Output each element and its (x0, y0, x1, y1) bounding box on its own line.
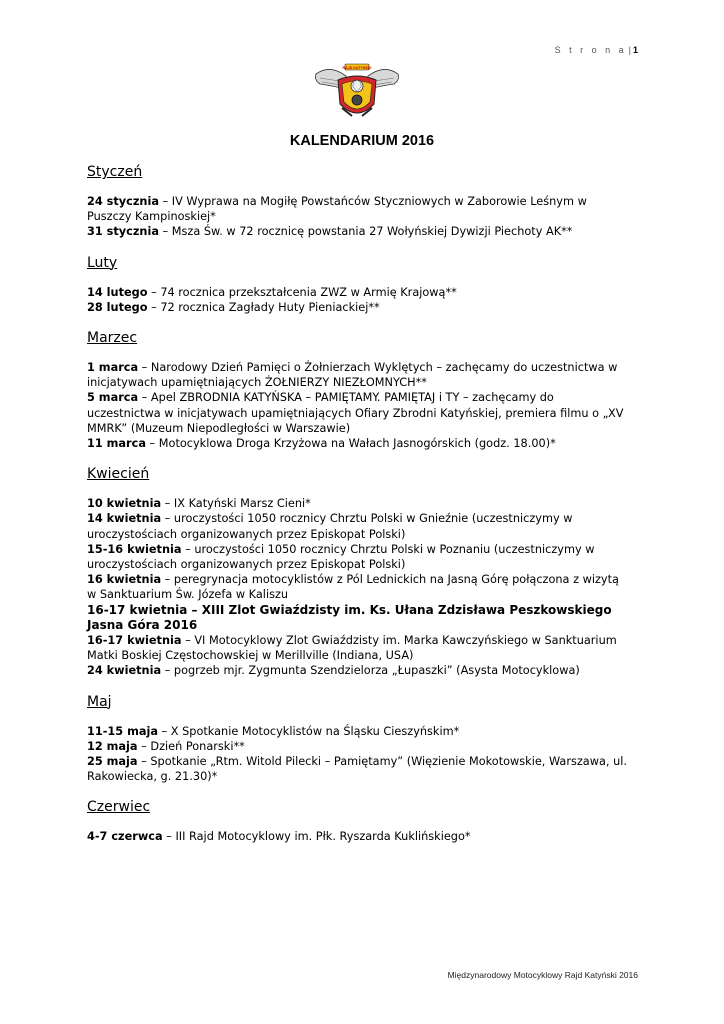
entry-text: – IV Wyprawa na Mogiłę Powstańców Styczniowych w Zaborowie Leśnym w Puszczy Kampinoskiej* (87, 195, 587, 224)
month-section (87, 254, 627, 315)
entry-text: – XIII Zlot Gwiaździsty im. Ks. Ułana Zdzisława Peszkowskiego Jasna Góra 2016 (87, 602, 612, 632)
calendar-entry (87, 754, 627, 784)
calendar-entry (87, 436, 627, 451)
entry-text: – IX Katyński Marsz Cieni* (161, 497, 311, 511)
month-section (87, 329, 627, 451)
entry-text: – 74 rocznica przekształcenia ZWZ w Armię Krajową** (147, 285, 457, 299)
entry-date: 28 lutego (87, 300, 148, 314)
entry-text: – Apel ZBRODNIA KATYŃSKA – PAMIĘTAMY. PAMIĘTAJ i TY – zachęcamy do uczestnictwa w inicjatywach upamiętniających Ofiary Zbrodni Katyńskiej, premiera filmu o „XV MMRK” (Muzeum Niepodległości w Warszawie) (87, 391, 624, 435)
calendar-entry (87, 572, 627, 602)
calendar-entry (87, 739, 627, 754)
entry-text: – Spotkanie „Rtm. Witold Pilecki – Pamiętamy” (Więzienie Mokotowskie, Warszawa, ul. Rakowiecka, g. 21.30)* (87, 755, 627, 784)
entry-date: 5 marca (87, 391, 139, 405)
entry-date: 31 stycznia (87, 225, 159, 239)
calendar-entry (87, 194, 627, 224)
entry-date: 24 stycznia (87, 195, 159, 208)
entry-text: – X Spotkanie Motocyklistów na Śląsku Cieszyńskim* (157, 724, 460, 738)
entry-date: 24 kwietnia (87, 664, 162, 678)
calendar-entry (87, 633, 627, 663)
entry-date: 16 kwietnia (87, 573, 162, 587)
entry-text: – III Rajd Motocyklowy im. Płk. Ryszarda Kuklińskiego* (162, 830, 471, 844)
entry-text: – Msza Św. w 72 rocznicę powstania 27 Wołyńskiej Dywizji Piechoty AK** (158, 225, 573, 239)
calendar-entry (87, 724, 627, 739)
month-heading: Marzec (87, 330, 138, 347)
entry-text: – pogrzeb mjr. Zygmunta Szendzielorza „Łupaszki” (Asysta Motocyklowa) (161, 664, 580, 678)
entry-date: 10 kwietnia (87, 497, 162, 511)
entry-date: 16-17 kwietnia (87, 634, 182, 648)
calendar-entry (87, 663, 627, 678)
calendar-entry (87, 829, 627, 844)
entry-text: – Motocyklowa Droga Krzyżowa na Wałach Jasnogórskich (godz. 18.00)* (145, 437, 556, 451)
entry-date: 16-17 kwietnia (87, 602, 188, 617)
page-number (555, 45, 638, 55)
calendar-entry (87, 603, 627, 633)
entry-date: 4-7 czerwca (87, 830, 163, 844)
month-heading: Kwiecień (87, 466, 150, 483)
month-section (87, 163, 627, 240)
rally-logo (312, 56, 402, 126)
entry-date: 11 marca (87, 437, 146, 451)
month-heading: Styczeń (87, 164, 143, 180)
entry-text: – 72 rocznica Zagłady Huty Pieniackiej** (147, 300, 380, 314)
entry-text: – Narodowy Dzień Pamięci o Żołnierzach Wyklętych – zachęcamy do uczestnictwa w inicjatywach upamiętniających ŻOŁNIERZY NIEZŁOMNYCH** (87, 361, 618, 390)
month-heading: Maj (87, 693, 112, 710)
entry-date: 25 maja (87, 755, 138, 769)
month-heading: Luty (87, 254, 118, 271)
footer: Międzynarodowy Motocyklowy Rajd Katyński 2016 (447, 970, 638, 980)
entry-text: – Dzień Ponarski** (137, 739, 245, 753)
month-section (87, 798, 627, 844)
calendar-entry (87, 360, 627, 390)
calendar-entry (87, 511, 627, 541)
entry-text: – VI Motocyklowy Zlot Gwiaździsty im. Marka Kawczyńskiego w Sanktuarium Matki Boskiej Częstochowskiej w Merillville (Indiana, USA) (87, 634, 617, 663)
entry-date: 12 maja (87, 739, 138, 753)
entry-text: – peregrynacja motocyklistów z Pól Lednickich na Jasną Górę połączona z wizytą w Sanktuarium Św. Józefa w Kaliszu (87, 573, 619, 602)
calendar-content (87, 163, 627, 859)
month-heading: Czerwiec (87, 799, 151, 816)
entry-date: 11-15 maja (87, 724, 158, 738)
document-title: KALENDARIUM 2016 (289, 133, 435, 149)
calendar-entry (87, 224, 627, 239)
month-section (87, 693, 627, 785)
month-section (87, 465, 627, 678)
page-separator: | (628, 45, 631, 55)
entry-text: – uroczystości 1050 rocznicy Chrztu Polski w Gnieźnie (uczestniczymy w uroczystościach organizowanych przez Episkopat Polski) (87, 512, 573, 541)
calendar-entry (87, 390, 627, 436)
page-number-value: 1 (632, 45, 638, 55)
entry-date: 1 marca (87, 361, 139, 375)
logo-text: RAJD KATYŃSKI (342, 65, 372, 70)
entry-date: 14 lutego (87, 285, 148, 299)
calendar-entry (87, 285, 627, 300)
entry-date: 14 kwietnia (87, 512, 162, 526)
page-label: S t r o n a (554, 45, 627, 55)
entry-text: – uroczystości 1050 rocznicy Chrztu Polski w Poznaniu (uczestniczymy w uroczystościach organizowanych przez Episkopat Polski) (87, 542, 595, 572)
calendar-entry (87, 300, 627, 315)
calendar-entry (87, 542, 627, 572)
calendar-entry (87, 496, 627, 511)
entry-date: 15-16 kwietnia (87, 542, 182, 556)
